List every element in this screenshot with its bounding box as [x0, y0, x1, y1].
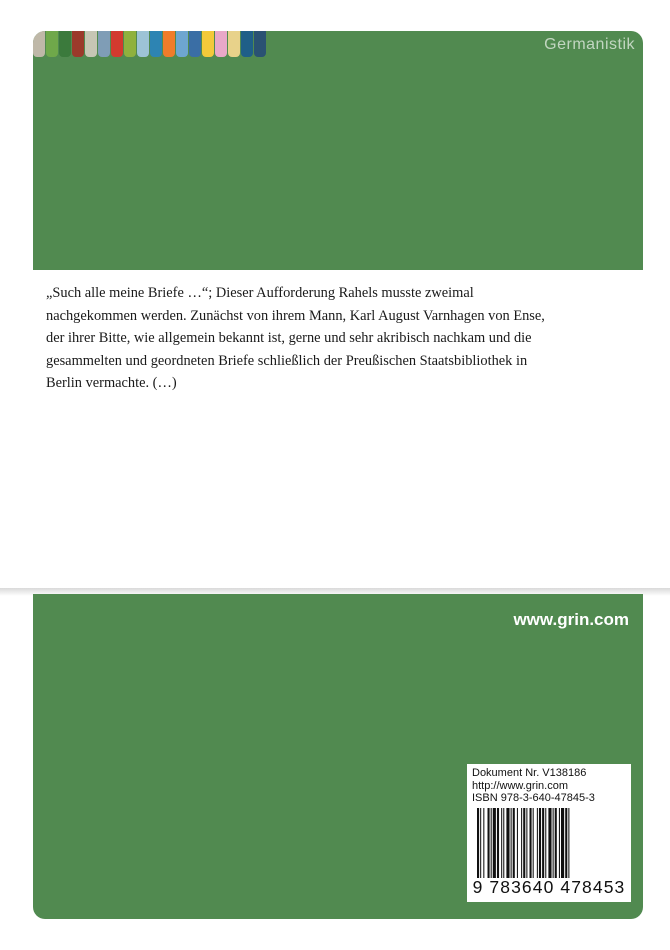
color-stripe	[111, 31, 123, 57]
color-stripe	[59, 31, 71, 57]
color-stripe	[176, 31, 188, 57]
publisher-website: http://www.grin.com	[472, 779, 568, 792]
color-stripe	[72, 31, 84, 57]
category-label: Germanistik	[544, 36, 635, 53]
barcode-icon	[477, 808, 621, 878]
isbn-number: ISBN 978-3-640-47845-3	[472, 792, 595, 804]
color-stripe	[254, 31, 266, 57]
color-stripe	[228, 31, 240, 57]
color-stripe	[163, 31, 175, 57]
barcode-digits: 9 783640 478453	[472, 877, 626, 897]
color-stripe	[85, 31, 97, 57]
color-stripe	[189, 31, 201, 57]
color-stripe	[137, 31, 149, 57]
cover-top-panel	[33, 31, 643, 270]
color-stripe	[46, 31, 58, 57]
color-stripe	[241, 31, 253, 57]
cover-bottom-panel	[33, 594, 643, 919]
color-stripe	[33, 31, 45, 57]
color-stripes	[33, 31, 267, 57]
color-stripe	[215, 31, 227, 57]
publisher-url: www.grin.com	[513, 610, 629, 629]
color-stripe	[150, 31, 162, 57]
blurb-text: „Such alle meine Briefe …“; Dieser Aufforderung Rahels musste zweimal nachgekommen werden. Zunächst von ihrem Mann, Karl August Varnhagen von Ense, der ihrer Bitte, wie allgemein bekannt ist, gerne und sehr akribisch nachkam und die gesammelten und geordneten Briefe schließlich der Preußischen Staatsbibliothek in Berlin vermachte. (…)	[46, 285, 545, 391]
color-stripe	[124, 31, 136, 57]
barcode-box	[467, 764, 631, 902]
color-stripe	[202, 31, 214, 57]
document-number: Dokument Nr. V138186	[472, 767, 587, 779]
color-stripe	[98, 31, 110, 57]
blurb-panel	[0, 270, 670, 590]
